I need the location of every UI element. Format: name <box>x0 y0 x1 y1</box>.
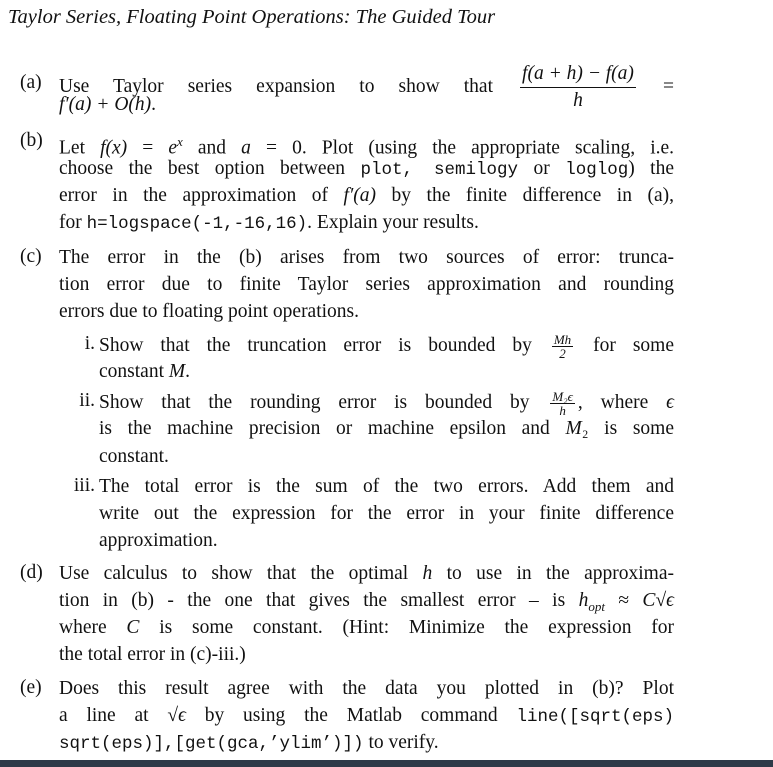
text: errors due to floating point operations. <box>59 301 360 322</box>
item-label: ii. <box>79 390 95 411</box>
text-line <box>59 677 674 701</box>
text: , where <box>577 391 667 413</box>
text: to verify. <box>363 732 439 753</box>
math: h <box>422 563 433 584</box>
text: by using the Matlab command <box>185 705 517 726</box>
text-line <box>99 417 674 441</box>
math: f′(a) <box>343 185 376 206</box>
text: Let <box>59 137 101 159</box>
fraction-denominator: h <box>559 403 566 418</box>
text: error in the approximation of <box>59 185 344 206</box>
math: f′(a) + O(h) <box>59 94 152 115</box>
text: √ <box>655 590 667 611</box>
text-line <box>99 445 674 469</box>
text: is some constant. (Hint: Minimize the expression for <box>139 617 675 638</box>
code: loglog <box>565 160 629 180</box>
text: . Explain your results. <box>307 212 479 233</box>
math: e <box>168 137 178 159</box>
text-line <box>59 562 674 586</box>
fraction-numerator: Mh <box>553 332 572 347</box>
text: and <box>182 137 242 159</box>
text: = 0. Plot (using the appropriate scaling, i.e. <box>250 137 675 159</box>
subscript: opt <box>588 598 605 614</box>
text: by the finite difference in (a), <box>375 185 674 206</box>
code: plot, semilogy <box>360 160 519 180</box>
math: M <box>168 361 186 382</box>
text-line <box>59 211 674 236</box>
text: ₂ is some <box>581 418 674 439</box>
text-line <box>59 184 674 208</box>
superscript: x <box>177 134 183 149</box>
code: line([sqrt(eps) <box>516 707 674 727</box>
text: Does this result agree with the data you plotted in (b)? Plot <box>59 678 674 699</box>
item-label: iii. <box>73 475 95 496</box>
math: C <box>642 590 656 611</box>
text: The error in the (b) arises from two sources of error: trunca- <box>59 247 674 268</box>
text-line <box>59 589 674 619</box>
text-line <box>59 246 674 270</box>
math: M <box>565 418 582 439</box>
text: Use Taylor series expansion to show that <box>59 76 518 97</box>
math: ϵ <box>666 391 674 413</box>
text: tion in (b) - the one that gives the smallest error – is <box>59 590 579 611</box>
text: choose the best option between <box>59 158 361 179</box>
text: where <box>59 617 127 638</box>
math: ϵ <box>178 705 186 726</box>
math: h <box>578 590 589 611</box>
text: Use calculus to show that the optimal <box>59 563 423 584</box>
text-line <box>59 643 674 667</box>
text: . <box>185 361 190 382</box>
text: = <box>127 137 169 159</box>
text: ) the <box>628 158 675 179</box>
fraction-numerator: M₂ϵ <box>552 389 573 404</box>
text-line <box>59 731 674 756</box>
text: for <box>59 212 87 233</box>
fraction-denominator: h <box>573 90 583 112</box>
text: tion error due to finite Taylor series approximation and rounding <box>59 274 674 295</box>
text: or <box>518 158 566 179</box>
fraction-denominator: 2 <box>559 346 566 361</box>
text: for some <box>576 334 674 356</box>
item-label: (b) <box>20 130 43 151</box>
text: to use in the approxima- <box>432 563 674 584</box>
text-line <box>99 475 674 499</box>
bottom-bar <box>0 760 773 767</box>
code: h=logspace(-1,-16,16) <box>86 214 308 234</box>
fraction-numerator: f(a + h) − f(a) <box>520 61 636 88</box>
text: the total error in (c)-iii.) <box>59 644 246 665</box>
text-line <box>99 360 674 384</box>
text: . <box>151 94 157 115</box>
text: constant. <box>99 446 169 467</box>
item-label: (d) <box>20 562 43 583</box>
text-line <box>99 390 674 417</box>
item-label: i. <box>84 333 95 354</box>
document-title: Taylor Series, Floating Point Operations: The Guided Tour <box>8 6 496 28</box>
math: ϵ <box>666 590 674 611</box>
text: = <box>638 76 674 97</box>
math: f(x) <box>100 137 128 159</box>
text: approximation. <box>99 530 218 551</box>
item-label: (c) <box>20 246 42 267</box>
text: write out the expression for the error in your finite difference <box>99 503 674 524</box>
item-label: (a) <box>20 72 42 93</box>
text: ≈ <box>604 590 643 611</box>
text-line <box>59 616 674 640</box>
text-line <box>59 130 674 161</box>
text: a line at √ <box>59 705 179 726</box>
text-line <box>99 529 674 553</box>
text: is the machine precision or machine epsilon and <box>99 418 566 439</box>
text: constant <box>99 361 169 382</box>
text-line <box>99 502 674 526</box>
code: sqrt(eps)],[get(gca,’ylim’)]) <box>59 734 364 754</box>
text-line <box>59 93 674 117</box>
text-line <box>59 300 674 324</box>
text-line <box>59 273 674 297</box>
text-line <box>59 157 674 182</box>
text-line <box>59 704 674 729</box>
text: Show that the rounding error is bounded by <box>99 391 548 413</box>
text: The total error is the sum of the two errors. Add them and <box>99 476 674 497</box>
math: C <box>126 617 140 638</box>
fraction <box>552 333 573 360</box>
math: a <box>241 137 251 159</box>
item-label: (e) <box>20 677 42 698</box>
text: Show that the truncation error is bounded by <box>99 334 549 356</box>
text-line <box>99 333 674 360</box>
fraction <box>550 390 575 417</box>
